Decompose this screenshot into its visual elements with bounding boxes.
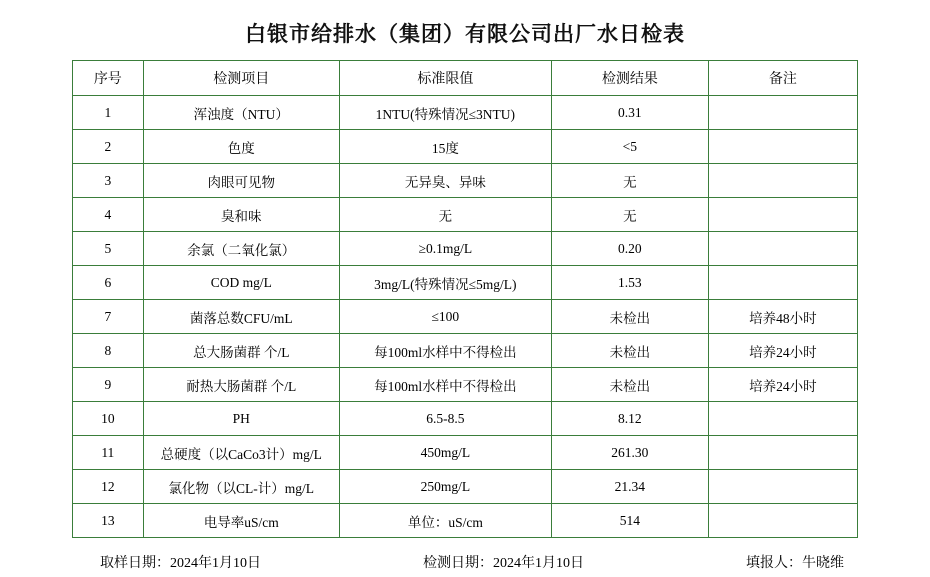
column-header-item: 检测项目 (143, 61, 339, 96)
cell-no: 2 (73, 130, 144, 164)
cell-result: 21.34 (551, 470, 708, 504)
cell-no: 8 (73, 334, 144, 368)
cell-remark (708, 470, 857, 504)
cell-limit: ≥0.1mg/L (339, 232, 551, 266)
cell-no: 3 (73, 164, 144, 198)
cell-result: 1.53 (551, 266, 708, 300)
table-row (73, 334, 858, 368)
cell-limit: 1NTU(特殊情况≤3NTU) (339, 96, 551, 130)
cell-no: 12 (73, 470, 144, 504)
cell-remark (708, 164, 857, 198)
column-header-limit: 标准限值 (339, 61, 551, 96)
cell-item: 耐热大肠菌群 个/L (143, 368, 339, 402)
cell-no: 10 (73, 402, 144, 436)
cell-item: 余氯（二氧化氯） (143, 232, 339, 266)
cell-no: 7 (73, 300, 144, 334)
cell-limit: ≤100 (339, 300, 551, 334)
table-row (73, 266, 858, 300)
cell-result: 未检出 (551, 300, 708, 334)
table-row (73, 300, 858, 334)
cell-item: COD mg/L (143, 266, 339, 300)
column-header-no: 序号 (73, 61, 144, 96)
cell-remark (708, 402, 857, 436)
testing-date: 检测日期：2024年1月10日 (423, 556, 584, 571)
cell-limit: 无 (339, 198, 551, 232)
cell-remark (708, 266, 857, 300)
cell-item: PH (143, 402, 339, 436)
cell-result: 无 (551, 198, 708, 232)
report-table-container (0, 60, 930, 538)
cell-item: 肉眼可见物 (143, 164, 339, 198)
cell-item: 总大肠菌群 个/L (143, 334, 339, 368)
table-row (73, 164, 858, 198)
cell-result: 0.20 (551, 232, 708, 266)
cell-limit: 6.5-8.5 (339, 402, 551, 436)
cell-no: 1 (73, 96, 144, 130)
table-row (73, 402, 858, 436)
cell-remark: 培养24小时 (708, 368, 857, 402)
page-title: 白银市给排水（集团）有限公司出厂水日检表 (245, 22, 685, 46)
cell-no: 5 (73, 232, 144, 266)
cell-limit: 每100ml水样中不得检出 (339, 334, 551, 368)
cell-item: 电导率uS/cm (143, 504, 339, 538)
cell-limit: 15度 (339, 130, 551, 164)
cell-limit: 无异臭、异味 (339, 164, 551, 198)
cell-result: 未检出 (551, 334, 708, 368)
sampling-date: 取样日期：2024年1月10日 (100, 556, 261, 571)
cell-result: 8.12 (551, 402, 708, 436)
cell-limit: 每100ml水样中不得检出 (339, 368, 551, 402)
column-header-remark: 备注 (708, 61, 857, 96)
cell-item: 菌落总数CFU/mL (143, 300, 339, 334)
cell-no: 9 (73, 368, 144, 402)
cell-remark (708, 436, 857, 470)
water-quality-table (72, 60, 858, 538)
cell-limit: 3mg/L(特殊情况≤5mg/L) (339, 266, 551, 300)
cell-limit: 450mg/L (339, 436, 551, 470)
cell-no: 13 (73, 504, 144, 538)
table-row (73, 96, 858, 130)
cell-remark (708, 504, 857, 538)
document-footer (0, 538, 930, 572)
table-row (73, 198, 858, 232)
cell-result: <5 (551, 130, 708, 164)
reporter-name: 填报人：牛晓维 (746, 556, 844, 571)
cell-no: 4 (73, 198, 144, 232)
cell-remark: 培养48小时 (708, 300, 857, 334)
cell-remark (708, 96, 857, 130)
cell-remark: 培养24小时 (708, 334, 857, 368)
cell-result: 未检出 (551, 368, 708, 402)
cell-remark (708, 130, 857, 164)
table-row (73, 470, 858, 504)
table-header-row (73, 61, 858, 96)
cell-item: 臭和味 (143, 198, 339, 232)
table-header (73, 61, 858, 96)
cell-no: 11 (73, 436, 144, 470)
cell-remark (708, 198, 857, 232)
cell-item: 氯化物（以CL-计）mg/L (143, 470, 339, 504)
table-row (73, 130, 858, 164)
table-row (73, 368, 858, 402)
cell-item: 浑浊度（NTU） (143, 96, 339, 130)
cell-item: 色度 (143, 130, 339, 164)
table-row (73, 232, 858, 266)
cell-limit: 单位：uS/cm (339, 504, 551, 538)
cell-remark (708, 232, 857, 266)
column-header-result: 检测结果 (551, 61, 708, 96)
cell-limit: 250mg/L (339, 470, 551, 504)
table-row (73, 436, 858, 470)
table-row (73, 504, 858, 538)
cell-no: 6 (73, 266, 144, 300)
cell-item: 总硬度（以CaCo3计）mg/L (143, 436, 339, 470)
cell-result: 无 (551, 164, 708, 198)
cell-result: 0.31 (551, 96, 708, 130)
table-body (73, 96, 858, 538)
cell-result: 261.30 (551, 436, 708, 470)
cell-result: 514 (551, 504, 708, 538)
